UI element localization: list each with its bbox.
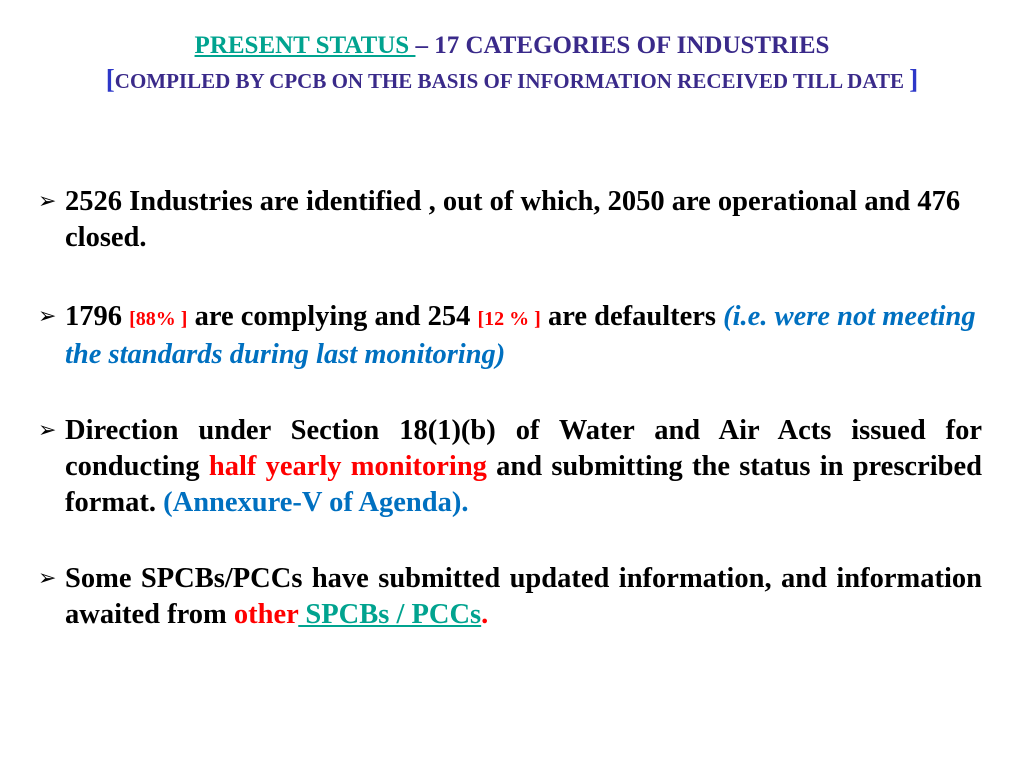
bullet-direction-section-18 (38, 413, 982, 521)
submission-text: Some SPCBs/PCCs have submitted updated information, and information awaited from (65, 563, 982, 630)
arrow-bullet-icon: ➢ (38, 418, 57, 443)
title-highlight: PRESENT STATUS (194, 32, 416, 59)
slide-title (0, 30, 1024, 62)
bullet-list (38, 184, 982, 633)
annexure-reference: (Annexure-V of Agenda). (163, 487, 469, 518)
direction-text: Direction under Section 18(1)(b) of Water and Air Acts issued for conducting (65, 415, 982, 482)
spcbs-pccs-link[interactable]: SPCBs / PCCs (298, 599, 482, 630)
end-period: . (481, 599, 489, 630)
defaulters-percent: [12 % ] (477, 308, 541, 330)
title-rest: – 17 CATEGORIES OF INDUSTRIES (415, 32, 830, 59)
other-highlight: other (233, 599, 299, 630)
slide-subtitle (0, 64, 1024, 96)
arrow-bullet-icon: ➢ (38, 304, 57, 329)
bullet-industries-identified (38, 184, 982, 256)
defaulters-text: are complying and 254 (187, 301, 478, 332)
subtitle-close-bracket: ] (909, 64, 919, 94)
bullet-text: 2526 Industries are identified , out of which, 2050 are operational and 476 closed. (65, 186, 961, 253)
arrow-bullet-icon: ➢ (38, 189, 57, 214)
direction-text-cont: and submitting the status in prescribed format. (65, 451, 982, 518)
defaulters-label: are defaulters (540, 301, 724, 332)
monitoring-highlight: half yearly monitoring (208, 451, 487, 482)
bullet-spcbs-submission (38, 561, 982, 633)
bullet-complying-defaulters (38, 299, 982, 373)
subtitle-open-bracket: [ (105, 64, 115, 94)
complying-percent: [88% ] (129, 308, 188, 330)
subtitle-text: COMPILED BY CPCB ON THE BASIS OF INFORMATION RECEIVED TILL DATE (114, 69, 910, 93)
arrow-bullet-icon: ➢ (38, 566, 57, 591)
defaulters-note: (i.e. were not meeting the standards during last monitoring) (65, 301, 976, 370)
complying-count: 1796 (65, 301, 130, 332)
